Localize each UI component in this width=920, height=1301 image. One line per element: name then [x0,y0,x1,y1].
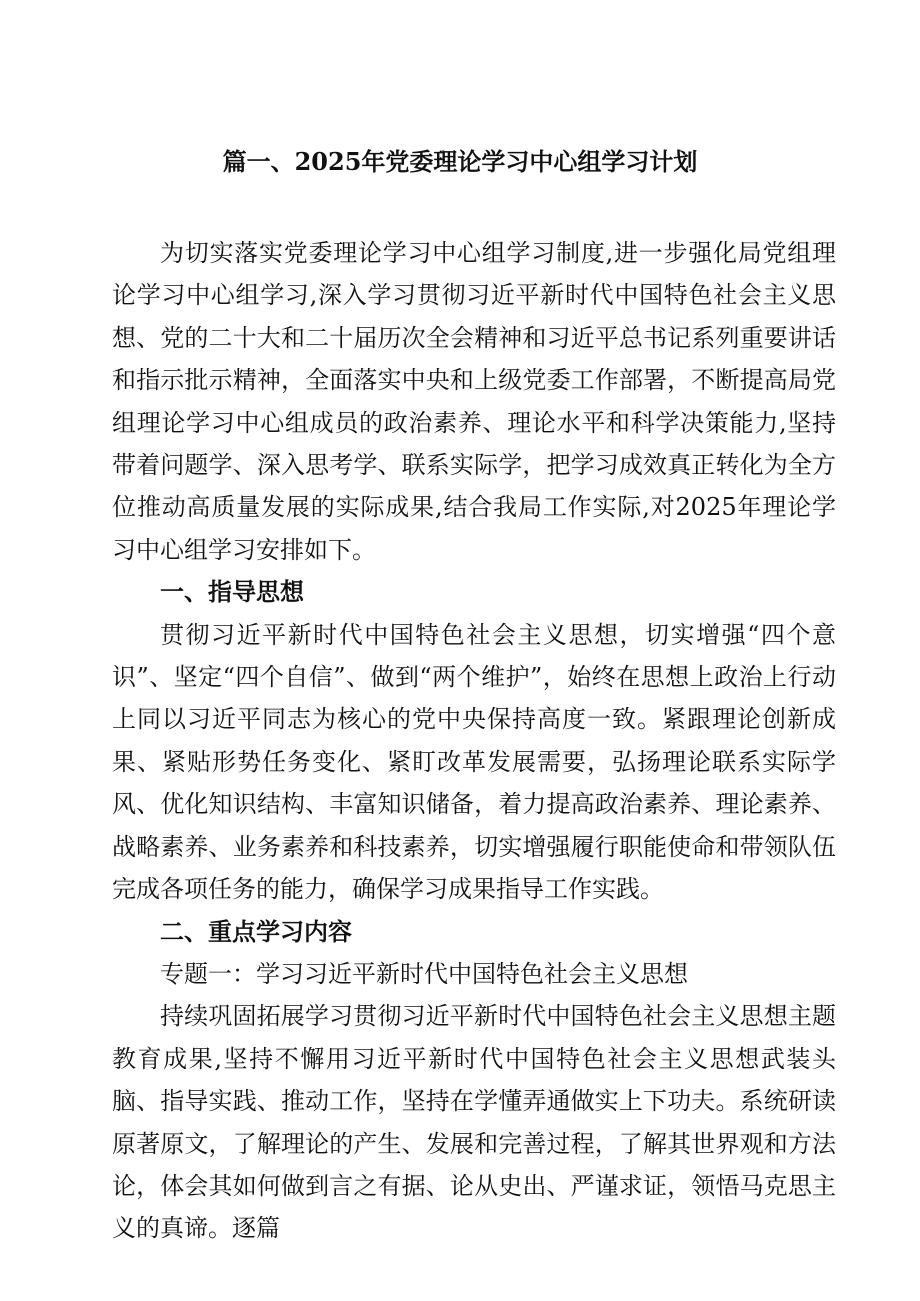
topic-one-paragraph: 持续巩固拓展学习贯彻习近平新时代中国特色社会主义思想主题教育成果,坚持不懈用习近平新时代中国特色社会主义思想武装头脑、指导实践、推动工作，坚持在学懂弄通做实上下功夫。系统研读原著原文，了解理论的产生、发展和完善过程，了解其世界观和方法论，体会其如何做到言之有据、论从史出、严谨求证，领悟马克思主义的真谛。逐篇 [112,1002,836,1243]
section-heading-guiding-ideology: 一、指导思想 [160,577,304,607]
section-heading-key-content: 二、重点学习内容 [160,916,352,946]
guiding-ideology-paragraph: 贯彻习近平新时代中国特色社会主义思想，切实增强“四个意识”、坚定“四个自信”、做到“两个维护”，始终在思想上政治上行动上同以习近平同志为核心的党中央保持高度一致。紧跟理论创新成果、紧贴形势任务变化、紧盯改革发展需要，弘扬理论联系实际学风、优化知识结构、丰富知识储备，着力提高政治素养、理论素养、战略素养、业务素养和科技素养，切实增强履行职能使命和带领队伍完成各项任务的能力，确保学习成果指导工作实践。 [112,620,836,904]
topic-one-heading: 专题一：学习习近平新时代中国特色社会主义思想 [160,959,688,988]
document-title: 篇一、2025年党委理论学习中心组学习计划 [222,147,698,176]
document-body [112,232,836,1250]
intro-paragraph: 为切实落实党委理论学习中心组学习制度,进一步强化局党组理论学习中心组学习,深入学习贯彻习近平新时代中国特色社会主义思想、党的二十大和二十届历次全会精神和习近平总书记系列重要讲话和指示批示精神，全面落实中央和上级党委工作部署，不断提高局党组理论学习中心组成员的政治素养、理论水平和科学决策能力,坚持带着问题学、深入思考学、联系实际学，把学习成效真正转化为全方位推动高质量发展的实际成果,结合我局工作实际,对2025年理论学习中心组学习安排如下。 [112,239,836,564]
